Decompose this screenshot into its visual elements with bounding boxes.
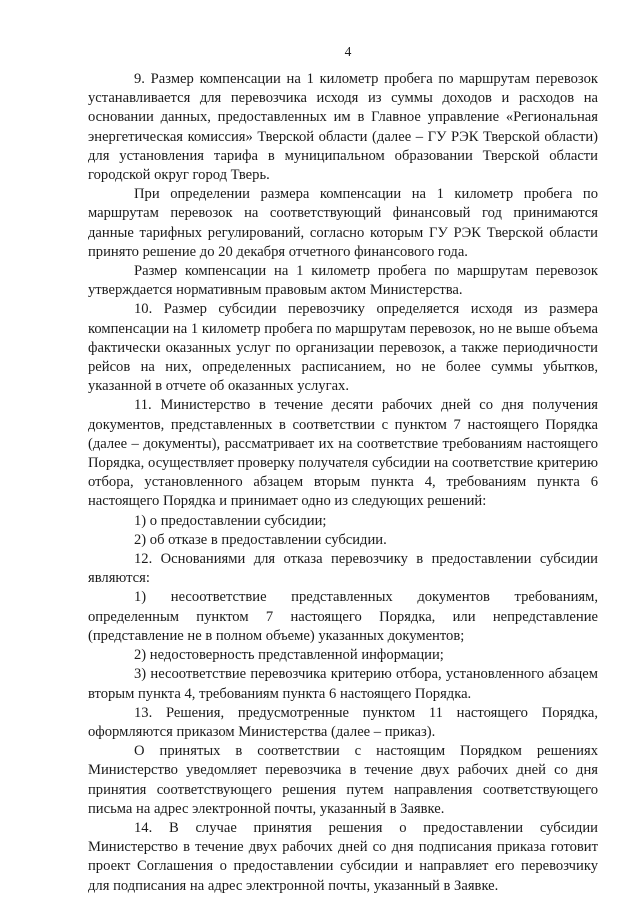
paragraph-9: 9. Размер компенсации на 1 километр пробега по маршрутам перевозок устанавливается для перевозчика исходя из суммы доходов и расходов на основании данных, предоставленных им в Главное управление «Региональная энергетическая комиссия» Тверской области (далее – ГУ РЭК Тверской области) для установления тарифа в муниципальном образовании Тверской области городской округ город Тверь. (88, 71, 598, 184)
paragraph-14: 14. В случае принятия решения о предоставлении субсидии Министерство в течение двух рабочих дней со дня подписания приказа готовит проект Соглашения о предоставлении субсидии и направляет его перевозчику для подписания на адрес электронной почты, указанный в Заявке. (88, 819, 598, 894)
paragraph-compensation-approval: Размер компенсации на 1 километр пробега по маршрутам перевозок утверждается нормативным правовым актом Министерства. (88, 263, 598, 299)
paragraph-13: 13. Решения, предусмотренные пунктом 11 настоящего Порядка, оформляются приказом Министерства (далее – приказ). (88, 704, 598, 740)
paragraph-11: 11. Министерство в течение десяти рабочих дней со дня получения документов, представленных в соответствии с пунктом 7 настоящего Порядка (далее – документы), рассматривает их на соответствие требованиям настоящего Порядка, осуществляет проверку получателя субсидии на соответствие критерию отбора, установленного абзацем вторым пункта 4, требованиям пункта 6 настоящего Порядка и принимает одно из следующих решений: (88, 397, 598, 510)
list-item-unreliable-info: 2) недостоверность представленной информации; (134, 647, 444, 664)
paragraph-10: 10. Размер субсидии перевозчику определяется исходя из размера компенсации на 1 километр пробега по маршрутам перевозок, но не выше объема фактически оказанных услуг по организации перевозок, а также периодичности рейсов на них, определенных расписанием, но не более суммы убытков, указанной в отчете об оказанных услугах. (88, 301, 598, 395)
list-item-document-mismatch: 1) несоответствие представленных документов требованиям, определенным пунктом 7 настоящего Порядка, или непредставление (представление не в полном объеме) указанных документов; (88, 589, 598, 644)
page-number: 4 (344, 44, 352, 59)
list-item-criteria-mismatch: 3) несоответствие перевозчика критерию отбора, установленного абзацем вторым пункта 4, требованиям пункта 6 настоящего Порядка. (88, 666, 598, 702)
paragraph-12: 12. Основаниями для отказа перевозчику в предоставлении субсидии являются: (88, 551, 598, 587)
paragraph-notification: О принятых в соответствии с настоящим Порядком решениях Министерство уведомляет перевозчика в течение двух рабочих дней со дня принятия соответствующего решения путем направления соответствующего письма на адрес электронной почты, указанный в Заявке. (88, 743, 598, 817)
paragraph-compensation-determination: При определении размера компенсации на 1 километр пробега по маршрутам перевозок на соответствующий финансовый год принимаются данные тарифных регулирований, согласно которым ГУ РЭК Тверской области принято решение до 20 декабря отчетного финансового года. (88, 186, 598, 260)
list-item-grant-subsidy: 1) о предоставлении субсидии; (134, 512, 327, 529)
list-item-refuse-subsidy: 2) об отказе в предоставлении субсидии. (134, 531, 387, 548)
